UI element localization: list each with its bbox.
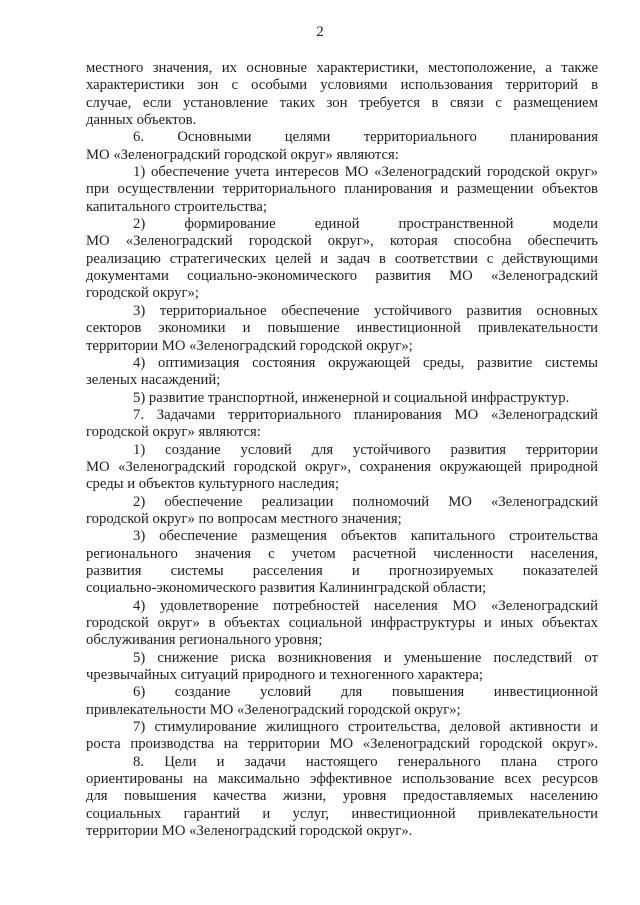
text-line: 1) обеспечение учета интересов МО «Зеленоградский городской округ»	[133, 164, 598, 181]
text-line: секторов экономики и повышение инвестиционной привлекательности	[86, 320, 598, 337]
text-line: МО «Зеленоградский городской округ» являются:	[86, 146, 399, 163]
text-line: 4) оптимизация состояния окружающей среды, развитие системы	[133, 354, 598, 371]
text-line: 3) обеспечение размещения объектов капитального строительства	[133, 528, 598, 545]
text-line: характеристики зон с особыми условиями использования территорий в	[86, 77, 598, 94]
text-line: 6. Основными целями территориального планирования	[133, 129, 598, 146]
document-body	[86, 60, 598, 840]
text-line: регионального значения с учетом расчетной численности населения,	[86, 545, 598, 562]
text-line: данных объектов.	[86, 112, 197, 129]
text-line: чрезвычайных ситуаций природного и техногенного характера;	[86, 667, 484, 684]
text-line: местного значения, их основные характеристики, местоположение, а также	[86, 60, 598, 76]
text-line: 7. Задачами территориального планирования МО «Зеленоградский	[133, 406, 598, 423]
text-line: при осуществлении территориального планирования и размещении объектов	[86, 181, 598, 198]
text-line: социальных гарантий и услуг, инвестиционной привлекательности	[86, 805, 598, 822]
text-line: случае, если установление таких зон требуется в связи с размещением	[86, 94, 598, 111]
text-line: роста производства на территории МО «Зеленоградский городской округ».	[86, 736, 598, 753]
text-line: территории МО «Зеленоградский городской округ».	[86, 823, 413, 840]
text-line: 7) стимулирование жилищного строительства, деловой активности и	[133, 719, 598, 736]
text-line: привлекательности МО «Зеленоградский городской округ»;	[86, 701, 461, 718]
text-line: среды и объектов культурного наследия;	[86, 476, 340, 493]
text-line: 8. Цели и задачи настоящего генерального плана строго	[133, 753, 598, 770]
text-line: территории МО «Зеленоградский городской округ»;	[86, 337, 413, 354]
text-line: 4) удовлетворение потребностей населения МО «Зеленоградский	[133, 597, 598, 614]
text-line: 6) создание условий для повышения инвестиционной	[133, 684, 598, 701]
text-line: для повышения качества жизни, уровня предоставляемых населению	[86, 788, 598, 805]
text-line: реализацию стратегических целей и задач в соответствии с действующими	[86, 250, 598, 267]
text-line: 5) развитие транспортной, инженерной и социальной инфраструктур.	[133, 389, 570, 406]
text-line: МО «Зеленоградский городской округ», сохранения окружающей природной	[86, 458, 598, 475]
text-line: городской округ» по вопросам местного значения;	[86, 510, 402, 527]
text-line: городской округ» являются:	[86, 424, 261, 441]
text-line: ориентированы на максимально эффективное использование всех ресурсов	[86, 771, 598, 788]
text-line: 3) территориальное обеспечение устойчивого развития основных	[133, 302, 598, 319]
text-line: 5) снижение риска возникновения и уменьшение последствий от	[133, 649, 598, 666]
text-line: социально-экономического развития Калининградской области;	[86, 580, 487, 597]
text-line: городской округ» в объектах социальной инфраструктуры и иных объектах	[86, 615, 598, 631]
text-line: развития системы расселения и прогнозируемых показателей	[86, 562, 598, 579]
text-line: капитального строительства;	[86, 198, 268, 215]
text-line: 1) создание условий для устойчивого развития территории	[133, 441, 598, 458]
text-line: МО «Зеленоградский городской округ», которая способна обеспечить	[86, 233, 598, 250]
text-line: 2) обеспечение реализации полномочий МО «Зеленоградский	[133, 493, 598, 510]
text-line: 2) формирование единой пространственной модели	[133, 216, 598, 233]
page-number: 2	[316, 24, 324, 40]
text-line: зеленых насаждений;	[86, 372, 221, 389]
text-line: обслуживания регионального уровня;	[86, 632, 323, 649]
text-line: документами социально-экономического развития МО «Зеленоградский	[86, 268, 598, 285]
text-line: городской округ»;	[86, 285, 199, 302]
